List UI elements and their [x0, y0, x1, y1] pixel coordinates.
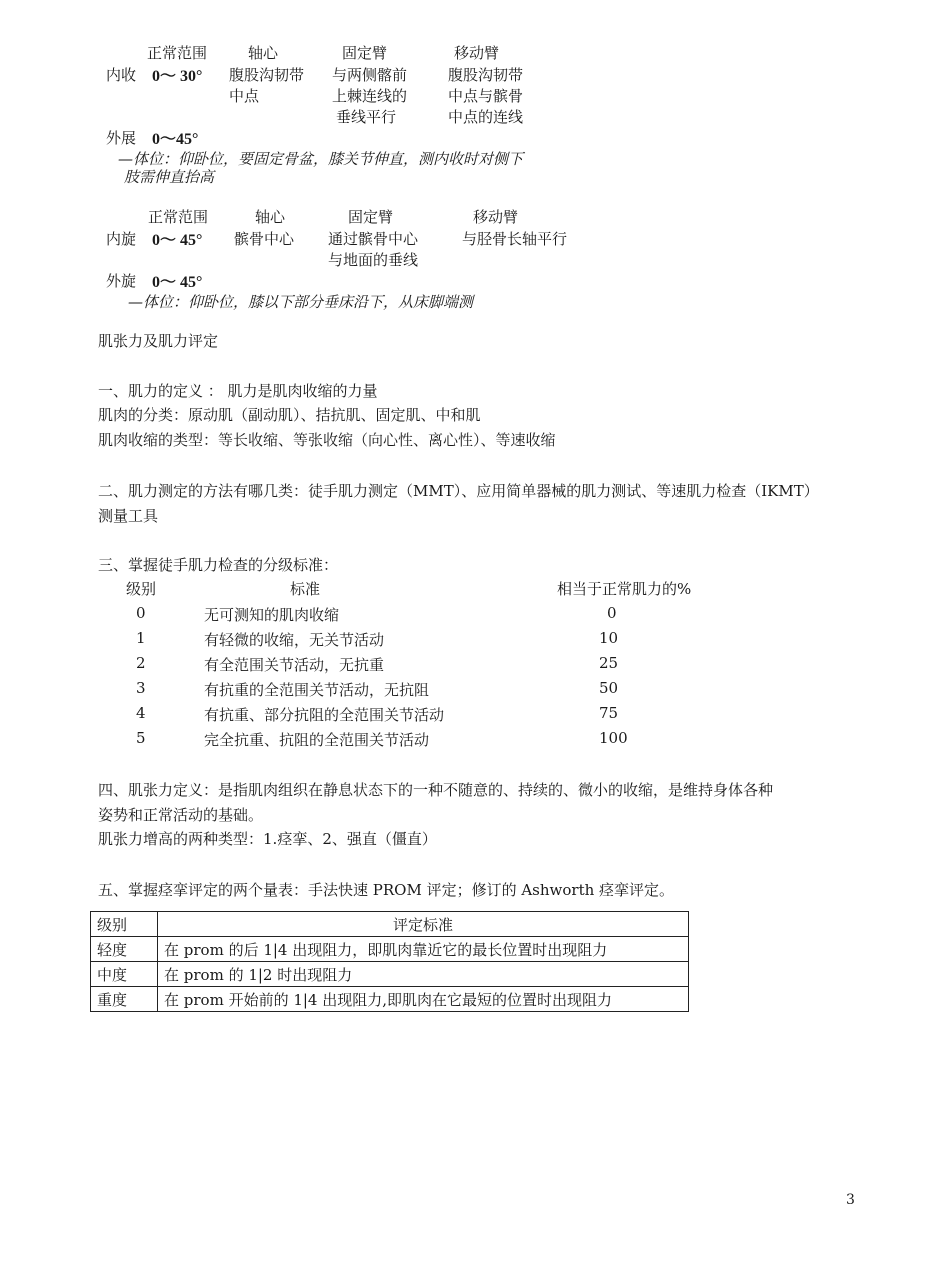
- internal-rotation-header-range: 正常范围: [148, 208, 209, 226]
- adduction-fixed-arm-line3: 垂线平行: [336, 108, 397, 126]
- internal-rotation-header-axis: 轴心: [255, 208, 286, 226]
- muscle-tone-increase-types: 肌张力增高的两种类型：1.痉挛、2、强直（僵直）: [98, 830, 437, 848]
- adduction-range: 0～ 30°: [152, 68, 203, 85]
- internal-rotation-axis: 髌骨中心: [234, 230, 295, 248]
- mmt-row-standard: 有全范围关节活动，无抗重: [204, 656, 385, 674]
- muscle-classification: 肌肉的分类：原动肌（副动肌）、拮抗肌、固定肌、中和肌: [98, 406, 481, 424]
- mmt-header-grade: 级别: [126, 580, 157, 598]
- internal-rotation-label: 内旋: [106, 230, 137, 248]
- internal-rotation-fixed-arm-line1: 通过髌骨中心: [328, 230, 419, 248]
- external-rotation-position-note: —体位：仰卧位，膝以下部分垂床沿下，从床脚端测: [128, 293, 474, 311]
- abduction-position-note-line1: —体位：仰卧位，要固定骨盆，膝关节伸直，测内收时对侧下: [118, 150, 524, 168]
- strength-test-methods: 二、肌力测定的方法有哪几类：徒手肌力测定（MMT）、应用简单器械的肌力测试、等速肌力检查（IKMT）: [98, 482, 819, 500]
- muscle-tone-definition-cont: 姿势和正常活动的基础。: [98, 806, 264, 824]
- adduction-moving-arm-line1: 腹股沟韧带: [448, 66, 524, 84]
- abduction-position-note-line2: 肢需伸直抬高: [124, 168, 215, 186]
- abduction-label: 外展: [106, 129, 137, 147]
- adduction-moving-arm-line3: 中点的连线: [448, 108, 524, 126]
- internal-rotation-moving-arm: 与胫骨长轴平行: [462, 230, 568, 248]
- adduction-header-axis: 轴心: [248, 44, 279, 62]
- section-title: 肌张力及肌力评定: [98, 332, 219, 350]
- mmt-row-standard: 有轻微的收缩，无关节活动: [204, 631, 385, 649]
- strength-test-methods-cont: 测量工具: [98, 507, 159, 525]
- mmt-row-percent: 0: [607, 604, 617, 622]
- table-row: [91, 987, 689, 1012]
- mmt-row-standard: 有抗重、部分抗阻的全范围关节活动: [204, 706, 445, 724]
- table-cell-level: 中度: [91, 962, 158, 987]
- table-header-criterion: 评定标准: [158, 912, 689, 937]
- table-cell-criterion: 在 prom 的后 1|4 出现阻力，即肌肉靠近它的最长位置时出现阻力: [158, 937, 689, 962]
- adduction-fixed-arm-line1: 与两侧髂前: [332, 66, 408, 84]
- table-header-level: 级别: [91, 912, 158, 937]
- table-cell-criterion: 在 prom 开始前的 1|4 出现阻力,即肌肉在它最短的位置时出现阻力: [158, 987, 689, 1012]
- adduction-axis-line2: 中点: [229, 87, 260, 105]
- table-header-row: [91, 912, 689, 937]
- mmt-row-grade: 2: [136, 654, 146, 672]
- mmt-row-standard: 完全抗重、抗阻的全范围关节活动: [204, 731, 430, 749]
- adduction-label: 内收: [106, 66, 137, 84]
- spasticity-scales-title: 五、掌握痉挛评定的两个量表：手法快速 PROM 评定；修订的 Ashworth 痉挛评定。: [98, 881, 675, 899]
- adduction-axis-line1: 腹股沟韧带: [229, 66, 305, 84]
- mmt-row-grade: 1: [136, 629, 146, 647]
- mmt-row-percent: 100: [599, 729, 628, 747]
- muscle-contraction-types: 肌肉收缩的类型：等长收缩、等张收缩（向心性、离心性）、等速收缩: [98, 431, 556, 449]
- mmt-row-percent: 25: [599, 654, 619, 672]
- table-row: [91, 962, 689, 987]
- adduction-header-range: 正常范围: [147, 44, 208, 62]
- muscle-tone-definition: 四、肌张力定义：是指肌肉组织在静息状态下的一种不随意的、持续的、微小的收缩，是维持身体各种: [98, 781, 774, 799]
- adduction-header-moving-arm: 移动臂: [454, 44, 500, 62]
- mmt-header-percent: 相当于正常肌力的%: [557, 580, 692, 598]
- abduction-range: 0～45°: [152, 131, 199, 148]
- table-row: [91, 937, 689, 962]
- internal-rotation-fixed-arm-line2: 与地面的垂线: [328, 251, 419, 269]
- mmt-row-standard: 有抗重的全范围关节活动，无抗阻: [204, 681, 430, 699]
- spasticity-table: [90, 911, 689, 1012]
- internal-rotation-range: 0～ 45°: [152, 232, 203, 249]
- mmt-row-percent: 10: [599, 629, 619, 647]
- internal-rotation-header-moving-arm: 移动臂: [473, 208, 519, 226]
- mmt-row-grade: 5: [136, 729, 146, 747]
- page-number: 3: [846, 1192, 855, 1208]
- mmt-grading-title: 三、掌握徒手肌力检查的分级标准：: [98, 556, 339, 574]
- mmt-row-grade: 4: [136, 704, 146, 722]
- muscle-strength-definition: 一、肌力的定义 ： 肌力是肌肉收缩的力量: [98, 382, 378, 400]
- adduction-fixed-arm-line2: 上棘连线的: [332, 87, 408, 105]
- mmt-row-percent: 75: [599, 704, 619, 722]
- table-cell-level: 轻度: [91, 937, 158, 962]
- mmt-row-grade: 0: [136, 604, 146, 622]
- table-cell-criterion: 在 prom 的 1|2 时出现阻力: [158, 962, 689, 987]
- mmt-header-standard: 标准: [290, 580, 321, 598]
- mmt-row-standard: 无可测知的肌肉收缩: [204, 606, 340, 624]
- adduction-header-fixed-arm: 固定臂: [342, 44, 388, 62]
- mmt-row-grade: 3: [136, 679, 146, 697]
- external-rotation-range: 0～ 45°: [152, 274, 203, 291]
- adduction-moving-arm-line2: 中点与髌骨: [448, 87, 524, 105]
- external-rotation-label: 外旋: [106, 272, 137, 290]
- table-cell-level: 重度: [91, 987, 158, 1012]
- internal-rotation-header-fixed-arm: 固定臂: [348, 208, 394, 226]
- mmt-row-percent: 50: [599, 679, 619, 697]
